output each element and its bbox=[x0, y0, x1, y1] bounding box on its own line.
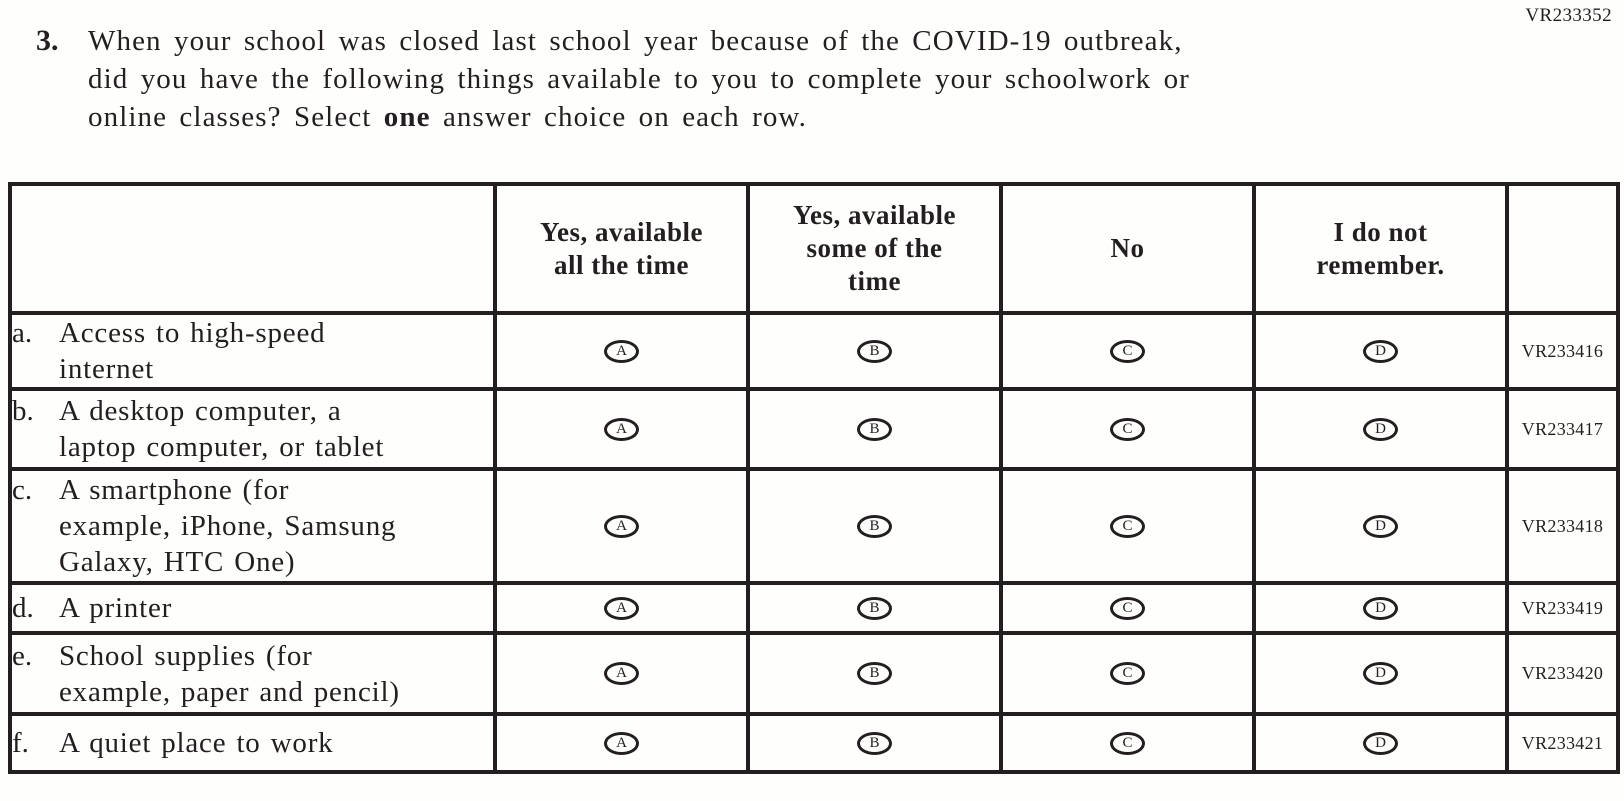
header-row bbox=[10, 184, 1618, 313]
row-marker: f. bbox=[12, 727, 29, 759]
row-label bbox=[10, 583, 495, 633]
answer-bubble-d[interactable]: D bbox=[1363, 515, 1398, 538]
option-cell bbox=[1254, 313, 1507, 389]
row-code: VR233421 bbox=[1507, 714, 1618, 772]
option-cell bbox=[748, 313, 1001, 389]
row-label-text bbox=[59, 638, 400, 710]
question-line-1: When your school was closed last school year because of the COVID-19 outbreak, bbox=[88, 25, 1183, 57]
header-line: Yes, available bbox=[792, 200, 956, 230]
row-label bbox=[10, 714, 495, 772]
answer-bubble-b[interactable]: B bbox=[857, 418, 892, 441]
option-cell bbox=[748, 469, 1001, 583]
answer-bubble-b[interactable]: B bbox=[857, 732, 892, 755]
answer-bubble-d[interactable]: D bbox=[1363, 340, 1398, 363]
option-cell bbox=[748, 714, 1001, 772]
option-cell bbox=[495, 313, 748, 389]
row-label-line: internet bbox=[59, 353, 154, 385]
row-label bbox=[10, 313, 495, 389]
header-line: Yes, available bbox=[539, 216, 703, 247]
header-line: No bbox=[1110, 233, 1145, 263]
row-label-line: School supplies (for bbox=[59, 639, 313, 672]
header-line: I do not bbox=[1333, 216, 1428, 247]
row-label-text bbox=[59, 590, 172, 626]
column-header-i-do-not-remember bbox=[1254, 184, 1507, 313]
table-row-d bbox=[10, 583, 1618, 633]
answer-bubble-d[interactable]: D bbox=[1363, 597, 1398, 620]
answer-bubble-b[interactable]: B bbox=[857, 515, 892, 538]
row-label bbox=[10, 633, 495, 714]
answer-bubble-c[interactable]: C bbox=[1110, 418, 1145, 441]
column-header-yes-some-of-the-time bbox=[748, 184, 1001, 313]
question-text bbox=[88, 22, 1190, 136]
column-header-no bbox=[1001, 184, 1254, 313]
header-line: all the time bbox=[554, 249, 689, 280]
row-label-text bbox=[59, 725, 333, 761]
option-cell bbox=[1254, 714, 1507, 772]
option-cell bbox=[495, 714, 748, 772]
row-code: VR233418 bbox=[1507, 469, 1618, 583]
table-row-a bbox=[10, 313, 1618, 389]
table-row-c bbox=[10, 469, 1618, 583]
answer-bubble-c[interactable]: C bbox=[1110, 515, 1145, 538]
answer-matrix-table bbox=[8, 182, 1620, 774]
question-line-3-pre: online classes? Select bbox=[88, 101, 384, 133]
option-cell bbox=[1001, 583, 1254, 633]
form-code: VR233352 bbox=[1525, 5, 1612, 26]
table-row-b bbox=[10, 389, 1618, 469]
row-label bbox=[10, 389, 495, 469]
option-cell bbox=[1001, 714, 1254, 772]
question-line-3-post: answer choice on each row. bbox=[430, 101, 807, 133]
row-code: VR233420 bbox=[1507, 633, 1618, 714]
answer-bubble-d[interactable]: D bbox=[1363, 662, 1398, 685]
column-header-code bbox=[1507, 184, 1618, 313]
row-label-line: A quiet place to work bbox=[59, 727, 334, 759]
answer-bubble-b[interactable]: B bbox=[857, 662, 892, 685]
table-row-f bbox=[10, 714, 1618, 772]
row-label-line: A desktop computer, a bbox=[59, 395, 342, 427]
option-cell bbox=[1254, 583, 1507, 633]
row-label-line: A printer bbox=[59, 592, 173, 624]
row-marker: a. bbox=[12, 317, 33, 349]
answer-bubble-a[interactable]: A bbox=[604, 418, 639, 441]
option-cell bbox=[748, 633, 1001, 714]
answer-bubble-d[interactable]: D bbox=[1363, 732, 1398, 755]
row-label-line: A smartphone (for bbox=[59, 474, 290, 506]
answer-bubble-c[interactable]: C bbox=[1110, 340, 1145, 363]
row-label bbox=[10, 469, 495, 583]
column-header-yes-all-the-time bbox=[495, 184, 748, 313]
header-line: remember. bbox=[1316, 249, 1445, 280]
option-cell bbox=[1254, 469, 1507, 583]
answer-bubble-b[interactable]: B bbox=[857, 597, 892, 620]
option-cell bbox=[748, 389, 1001, 469]
question-line-3 bbox=[88, 98, 1190, 136]
answer-bubble-b[interactable]: B bbox=[857, 340, 892, 363]
option-cell bbox=[1254, 389, 1507, 469]
row-label-line: laptop computer, or tablet bbox=[59, 431, 385, 463]
answer-bubble-c[interactable]: C bbox=[1110, 597, 1145, 620]
column-header-items bbox=[10, 184, 495, 313]
row-code: VR233416 bbox=[1507, 313, 1618, 389]
question-number: 3. bbox=[36, 24, 59, 57]
row-code: VR233419 bbox=[1507, 583, 1618, 633]
table-row-e bbox=[10, 633, 1618, 714]
row-marker: e. bbox=[12, 639, 33, 672]
option-cell bbox=[1001, 389, 1254, 469]
row-marker: b. bbox=[12, 395, 34, 427]
row-label-text bbox=[59, 315, 325, 387]
option-cell bbox=[495, 469, 748, 583]
question-line-3-bold: one bbox=[383, 101, 431, 133]
option-cell bbox=[495, 633, 748, 714]
option-cell bbox=[1001, 469, 1254, 583]
answer-bubble-a[interactable]: A bbox=[604, 597, 639, 620]
row-label-line: Access to high-speed bbox=[59, 317, 326, 349]
row-code: VR233417 bbox=[1507, 389, 1618, 469]
answer-bubble-a[interactable]: A bbox=[604, 662, 639, 685]
question-block bbox=[36, 22, 1190, 136]
row-marker: c. bbox=[12, 474, 33, 506]
question-line-2: did you have the following things available to you to complete your schoolwork or bbox=[88, 63, 1190, 95]
row-label-text bbox=[59, 472, 396, 580]
option-cell bbox=[748, 583, 1001, 633]
option-cell bbox=[1001, 633, 1254, 714]
row-label-text bbox=[59, 393, 384, 465]
answer-bubble-a[interactable]: A bbox=[604, 515, 639, 538]
option-cell bbox=[495, 583, 748, 633]
row-label-line: example, paper and pencil) bbox=[59, 675, 400, 708]
answer-bubble-d[interactable]: D bbox=[1363, 418, 1398, 441]
option-cell bbox=[1001, 313, 1254, 389]
row-marker: d. bbox=[12, 592, 34, 624]
answer-bubble-c[interactable]: C bbox=[1110, 662, 1145, 685]
header-line: time bbox=[848, 266, 901, 296]
answer-bubble-a[interactable]: A bbox=[604, 340, 639, 363]
header-line: some of the bbox=[806, 233, 943, 263]
answer-bubble-a[interactable]: A bbox=[604, 732, 639, 755]
row-label-line: example, iPhone, Samsung bbox=[59, 510, 397, 542]
row-label-line: Galaxy, HTC One) bbox=[59, 546, 296, 578]
answer-bubble-c[interactable]: C bbox=[1110, 732, 1145, 755]
option-cell bbox=[495, 389, 748, 469]
option-cell bbox=[1254, 633, 1507, 714]
